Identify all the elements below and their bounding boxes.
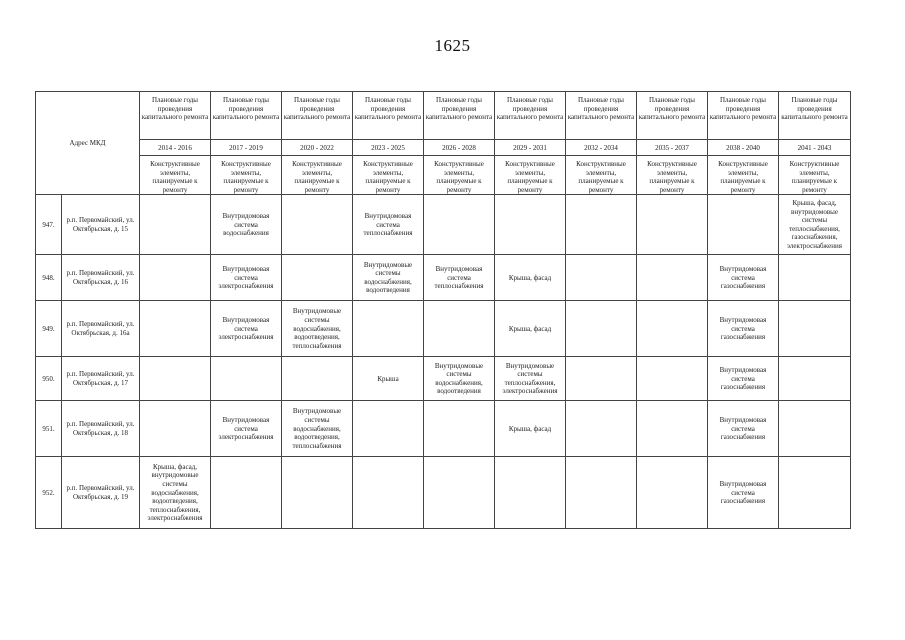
table-cell: Внутридомовая система газоснабжения	[708, 457, 779, 529]
table-row	[36, 457, 851, 529]
table-cell: Внутридомовая система газоснабжения	[708, 401, 779, 457]
elements-header: Конструктивные элементы, планируемые к ремонту	[708, 156, 779, 195]
period-header: 2017 - 2019	[211, 140, 282, 156]
table-cell: Крыша, фасад, внутридомовые системы водоснабжения, водоотведения, теплоснабжения, электроснабжения	[140, 457, 211, 529]
table-cell: Крыша	[353, 357, 424, 401]
table-cell	[495, 457, 566, 529]
table-cell	[637, 457, 708, 529]
table-cell	[637, 255, 708, 301]
table-cell	[424, 195, 495, 255]
table-cell: Внутридомовая система теплоснабжения	[353, 195, 424, 255]
elements-header: Конструктивные элементы, планируемые к ремонту	[424, 156, 495, 195]
table-cell	[779, 301, 851, 357]
table-cell: Внутридомовые системы водоснабжения, водоотведения	[353, 255, 424, 301]
table-cell	[637, 301, 708, 357]
header-row-periods	[36, 140, 851, 156]
elements-header: Конструктивные элементы, планируемые к ремонту	[211, 156, 282, 195]
elements-header: Конструктивные элементы, планируемые к ремонту	[140, 156, 211, 195]
table-row	[36, 301, 851, 357]
period-header: 2041 - 2043	[779, 140, 851, 156]
elements-header: Конструктивные элементы, планируемые к ремонту	[566, 156, 637, 195]
address-header: Адрес МКД	[36, 92, 140, 195]
table-cell: Внутридомовая система водоснабжения	[211, 195, 282, 255]
table-cell	[566, 301, 637, 357]
table-cell	[424, 401, 495, 457]
table-cell: Внутридомовая система электроснабжения	[211, 255, 282, 301]
table-cell	[566, 255, 637, 301]
table-cell	[495, 195, 566, 255]
table-cell	[566, 357, 637, 401]
table-cell: Внутридомовая система электроснабжения	[211, 301, 282, 357]
table-cell	[637, 195, 708, 255]
table-cell	[779, 255, 851, 301]
row-number: 949.	[36, 301, 62, 357]
period-header: 2023 - 2025	[353, 140, 424, 156]
planned-years-header: Плановые годы проведения капитального ремонта	[282, 92, 353, 140]
planned-years-header: Плановые годы проведения капитального ремонта	[353, 92, 424, 140]
planned-years-header: Плановые годы проведения капитального ремонта	[140, 92, 211, 140]
row-number: 952.	[36, 457, 62, 529]
table-cell: Внутридомовая система теплоснабжения	[424, 255, 495, 301]
period-header: 2032 - 2034	[566, 140, 637, 156]
table-cell	[424, 301, 495, 357]
table-cell: Внутридомовая система электроснабжения	[211, 401, 282, 457]
row-number: 950.	[36, 357, 62, 401]
header-row-elements	[36, 156, 851, 195]
table-cell	[140, 301, 211, 357]
header-row-planned-years	[36, 92, 851, 140]
elements-header: Конструктивные элементы, планируемые к ремонту	[637, 156, 708, 195]
table-cell	[637, 357, 708, 401]
table-cell: Крыша, фасад	[495, 255, 566, 301]
table-cell	[282, 195, 353, 255]
table-cell	[708, 195, 779, 255]
row-address: р.п. Первомайский, ул. Октябрьская, д. 18	[62, 401, 140, 457]
period-header: 2035 - 2037	[637, 140, 708, 156]
table-cell: Крыша, фасад	[495, 301, 566, 357]
row-address: р.п. Первомайский, ул. Октябрьская, д. 17	[62, 357, 140, 401]
table-cell	[566, 457, 637, 529]
table-cell	[637, 401, 708, 457]
table-cell	[353, 457, 424, 529]
row-address: р.п. Первомайский, ул. Октябрьская, д. 15	[62, 195, 140, 255]
table-cell: Внутридомовые системы водоснабжения, водоотведения	[424, 357, 495, 401]
planned-years-header: Плановые годы проведения капитального ремонта	[211, 92, 282, 140]
table-cell	[566, 195, 637, 255]
planned-years-header: Плановые годы проведения капитального ремонта	[424, 92, 495, 140]
table-cell	[140, 357, 211, 401]
planned-years-header: Плановые годы проведения капитального ремонта	[566, 92, 637, 140]
planned-years-header: Плановые годы проведения капитального ремонта	[779, 92, 851, 140]
row-number: 947.	[36, 195, 62, 255]
table-cell	[140, 195, 211, 255]
table-cell: Внутридомовые системы водоснабжения, водоотведения, теплоснабжения	[282, 301, 353, 357]
page-number: 1625	[434, 36, 471, 55]
table-cell	[424, 457, 495, 529]
repair-schedule-table	[35, 91, 851, 529]
table-row	[36, 357, 851, 401]
table-cell	[211, 357, 282, 401]
period-header: 2029 - 2031	[495, 140, 566, 156]
planned-years-header: Плановые годы проведения капитального ремонта	[708, 92, 779, 140]
period-header: 2026 - 2028	[424, 140, 495, 156]
table-cell	[779, 457, 851, 529]
table-cell	[353, 301, 424, 357]
planned-years-header: Плановые годы проведения капитального ремонта	[495, 92, 566, 140]
table-cell	[282, 357, 353, 401]
period-header: 2020 - 2022	[282, 140, 353, 156]
elements-header: Конструктивные элементы, планируемые к ремонту	[353, 156, 424, 195]
table-cell	[140, 401, 211, 457]
table-cell	[282, 457, 353, 529]
row-address: р.п. Первомайский, ул. Октябрьская, д. 16а	[62, 301, 140, 357]
elements-header: Конструктивные элементы, планируемые к ремонту	[495, 156, 566, 195]
elements-header: Конструктивные элементы, планируемые к ремонту	[282, 156, 353, 195]
planned-years-header: Плановые годы проведения капитального ремонта	[637, 92, 708, 140]
row-address: р.п. Первомайский, ул. Октябрьская, д. 19	[62, 457, 140, 529]
table-cell	[282, 255, 353, 301]
period-header: 2014 - 2016	[140, 140, 211, 156]
table-row	[36, 195, 851, 255]
table-cell	[779, 401, 851, 457]
table-cell: Крыша, фасад, внутридомовые системы теплоснабжения, газоснабжения, электроснабжения	[779, 195, 851, 255]
table-cell	[140, 255, 211, 301]
period-header: 2038 - 2040	[708, 140, 779, 156]
table-cell: Внутридомовая система газоснабжения	[708, 255, 779, 301]
row-number: 951.	[36, 401, 62, 457]
table-cell: Внутридомовая система газоснабжения	[708, 357, 779, 401]
row-address: р.п. Первомайский, ул. Октябрьская, д. 16	[62, 255, 140, 301]
table-cell: Крыша, фасад	[495, 401, 566, 457]
elements-header: Конструктивные элементы, планируемые к ремонту	[779, 156, 851, 195]
table-cell: Внутридомовая система газоснабжения	[708, 301, 779, 357]
table-cell: Внутридомовые системы водоснабжения, водоотведения, теплоснабжения	[282, 401, 353, 457]
table-row	[36, 255, 851, 301]
table-cell	[211, 457, 282, 529]
table-cell	[566, 401, 637, 457]
table-cell	[779, 357, 851, 401]
row-number: 948.	[36, 255, 62, 301]
table-cell: Внутридомовые системы теплоснабжения, электроснабжения	[495, 357, 566, 401]
table-cell	[353, 401, 424, 457]
table-row	[36, 401, 851, 457]
